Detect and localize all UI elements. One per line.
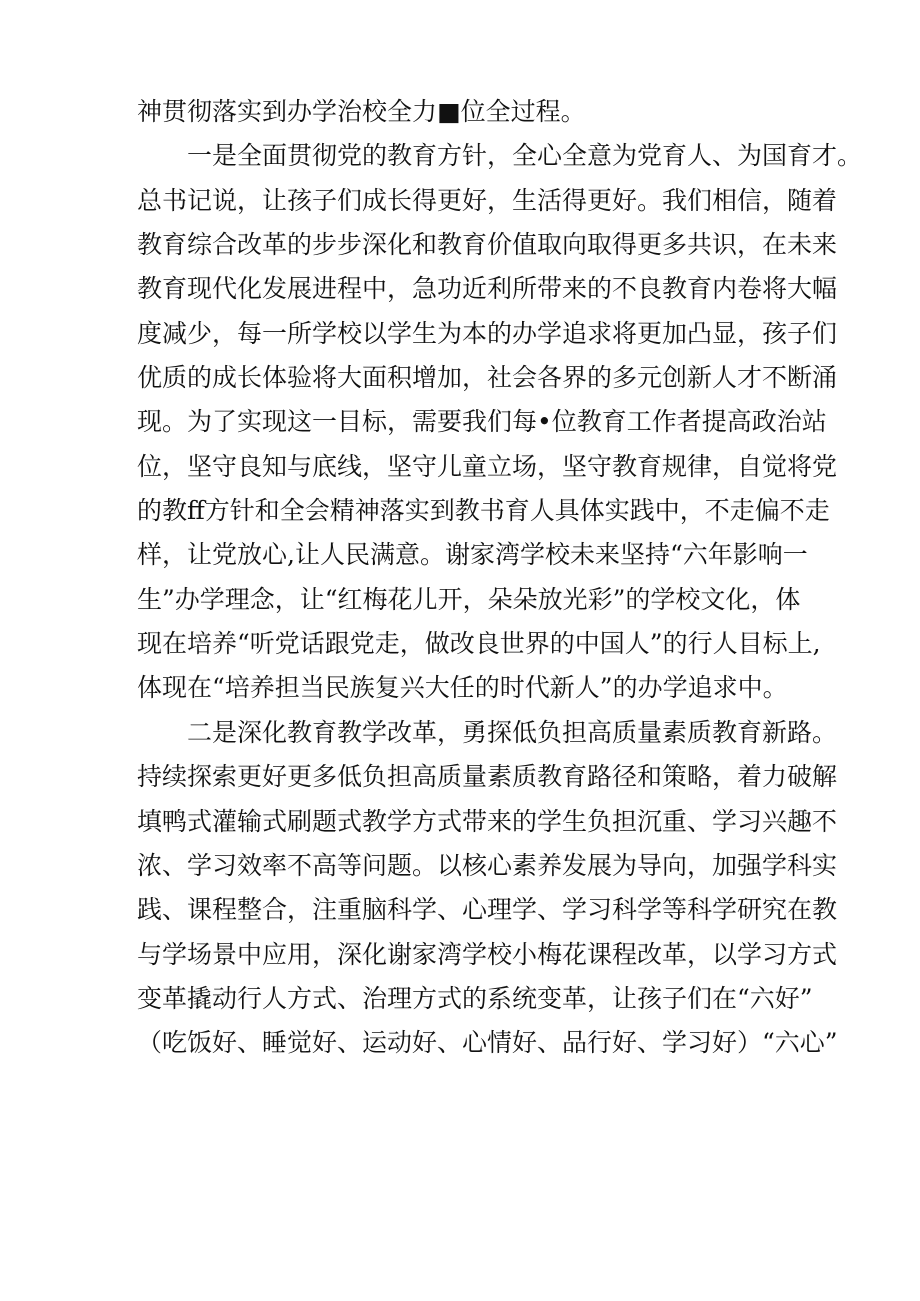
text-line: 现。为了实现这一目标，需要我们每•位教育工作者提高政治站: [137, 407, 827, 437]
text-line: （吃饭好、睡觉好、运动好、心情好、品行好、学习好）“六心”: [137, 1028, 838, 1058]
text-line: 教育综合改革的步步深化和教育价值取向取得更多共识，在未来: [137, 230, 838, 260]
text-line: 填鸭式灌输式刷题式教学方式带来的学生负担沉重、学习兴趣不: [137, 806, 838, 836]
text-line: 一是全面贯彻党的教育方针，全心全意为党育人、为国育才。: [187, 141, 863, 171]
text-line: 总书记说，让孩子们成长得更好，生活得更好。我们相信，随着: [137, 185, 838, 215]
text-line: 持续探索更好更多低负担高质量素质教育路径和策略，着力破解: [137, 762, 838, 792]
text-line: 浓、学习效率不高等问题。以核心素养发展为导向，加强学科实: [137, 850, 838, 880]
text-line: 变革撬动行人方式、治理方式的系统变革，让孩子们在“六好”: [137, 983, 813, 1013]
text-line: 优质的成长体验将大面积增加，社会各界的多元创新人才不断涌: [137, 363, 838, 393]
text-line: 神贯彻落实到办学治校全力■位全过程。: [137, 97, 586, 126]
text-line: 位，坚守良知与底线，坚守儿童立场，坚守教育规律，自觉将党: [137, 451, 838, 481]
text-line: 教育现代化发展进程中，急功近利所带来的不良教育内卷将大幅: [137, 274, 838, 304]
text-line: 二是深化教育教学改革，勇探低负担高质量素质教育新路。: [187, 717, 838, 747]
text-line: 践、课程整合，注重脑科学、心理学、学习科学等科学研究在教: [137, 895, 838, 925]
text-line: 的教ff方针和全会精神落实到教书育人具体实践中，不走偏不走: [137, 496, 830, 526]
document-body: [137, 90, 863, 1066]
text-line: 与学场景中应用，深化谢家湾学校小梅花课程改革，以学习方式: [137, 939, 838, 969]
text-line: 生”办学理念，让“红梅花儿开，朵朵放光彩”的学校文化，体: [137, 584, 801, 614]
text-line: 现在培养“听党话跟党走，做改良世界的中国人”的行人目标上,: [137, 629, 821, 659]
text-line: 体现在“培养担当民族复兴大任的时代新人”的办学追求中。: [137, 673, 788, 703]
text-line: 样，让党放心,让人民满意。谢家湾学校未来坚持“六年影响一: [137, 540, 808, 570]
text-line: 度减少，每一所学校以学生为本的办学追求将更加凸显，孩子们: [137, 318, 838, 348]
